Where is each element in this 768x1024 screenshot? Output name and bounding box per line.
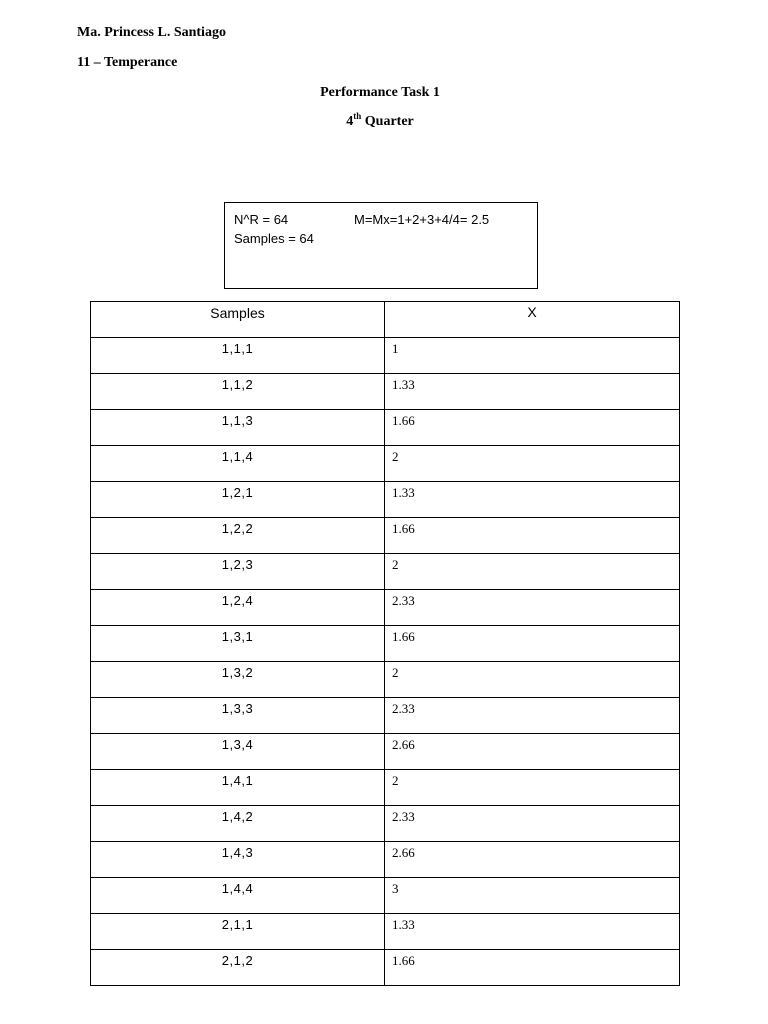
mean-value-cell: 1.66 [385,518,680,554]
mean-value-cell: 2 [385,554,680,590]
table-row [91,518,680,554]
sample-cell: 1,3,3 [91,698,385,734]
quarter-suffix: th [353,111,362,121]
table-row [91,734,680,770]
table-row [91,446,680,482]
sample-cell: 1,2,3 [91,554,385,590]
table-row [91,842,680,878]
mean-value-cell: 2 [385,446,680,482]
table-row [91,914,680,950]
table-row [91,590,680,626]
quarter-word: Quarter [361,114,414,129]
header-samples: Samples [91,302,385,338]
mean-value-cell: 1.33 [385,374,680,410]
table-row [91,482,680,518]
table-row [91,410,680,446]
mean-value-cell: 1.33 [385,914,680,950]
mean-value-cell: 2.66 [385,734,680,770]
sample-cell: 2,1,1 [91,914,385,950]
sample-cell: 1,4,2 [91,806,385,842]
sample-count-text: Samples = 64 [234,231,314,246]
population-count-text: N^R = 64 [234,212,289,227]
mean-value-cell: 2 [385,662,680,698]
sampling-distribution-table [90,301,680,986]
table-row [91,770,680,806]
mean-formula-text: M=Mx=1+2+3+4/4= 2.5 [354,212,490,227]
mean-value-cell: 1.66 [385,410,680,446]
header-x: X [385,302,680,338]
mean-value-cell: 3 [385,878,680,914]
mean-value-cell: 2.66 [385,842,680,878]
sample-cell: 1,1,4 [91,446,385,482]
sample-cell: 1,3,1 [91,626,385,662]
table-row [91,662,680,698]
table-row [91,806,680,842]
sample-cell: 2,1,2 [91,950,385,986]
sample-cell: 1,1,3 [91,410,385,446]
sample-cell: 1,1,1 [91,338,385,374]
mean-value-cell: 2.33 [385,806,680,842]
section-name: 11 – Temperance [77,55,178,70]
mean-value-cell: 1.66 [385,626,680,662]
mean-value-cell: 1.33 [385,482,680,518]
sample-cell: 1,4,4 [91,878,385,914]
formula-box [224,202,538,289]
student-name: Ma. Princess L. Santiago [77,25,226,40]
mean-value-cell: 2.33 [385,698,680,734]
mean-value-cell: 1.66 [385,950,680,986]
table-row [91,698,680,734]
table-row [91,878,680,914]
task-title: Performance Task 1 [320,85,440,100]
quarter-label [0,111,760,130]
sample-cell: 1,2,1 [91,482,385,518]
sample-cell: 1,4,1 [91,770,385,806]
mean-value-cell: 1 [385,338,680,374]
sample-cell: 1,2,4 [91,590,385,626]
table-header-row [91,302,680,338]
sample-cell: 1,1,2 [91,374,385,410]
sample-cell: 1,4,3 [91,842,385,878]
sample-cell: 1,3,4 [91,734,385,770]
table-row [91,374,680,410]
mean-value-cell: 2.33 [385,590,680,626]
table-row [91,626,680,662]
mean-value-cell: 2 [385,770,680,806]
table-row [91,554,680,590]
table-row [91,950,680,986]
sample-cell: 1,3,2 [91,662,385,698]
quarter-number: 4 [346,114,354,129]
sample-cell: 1,2,2 [91,518,385,554]
table-row [91,338,680,374]
